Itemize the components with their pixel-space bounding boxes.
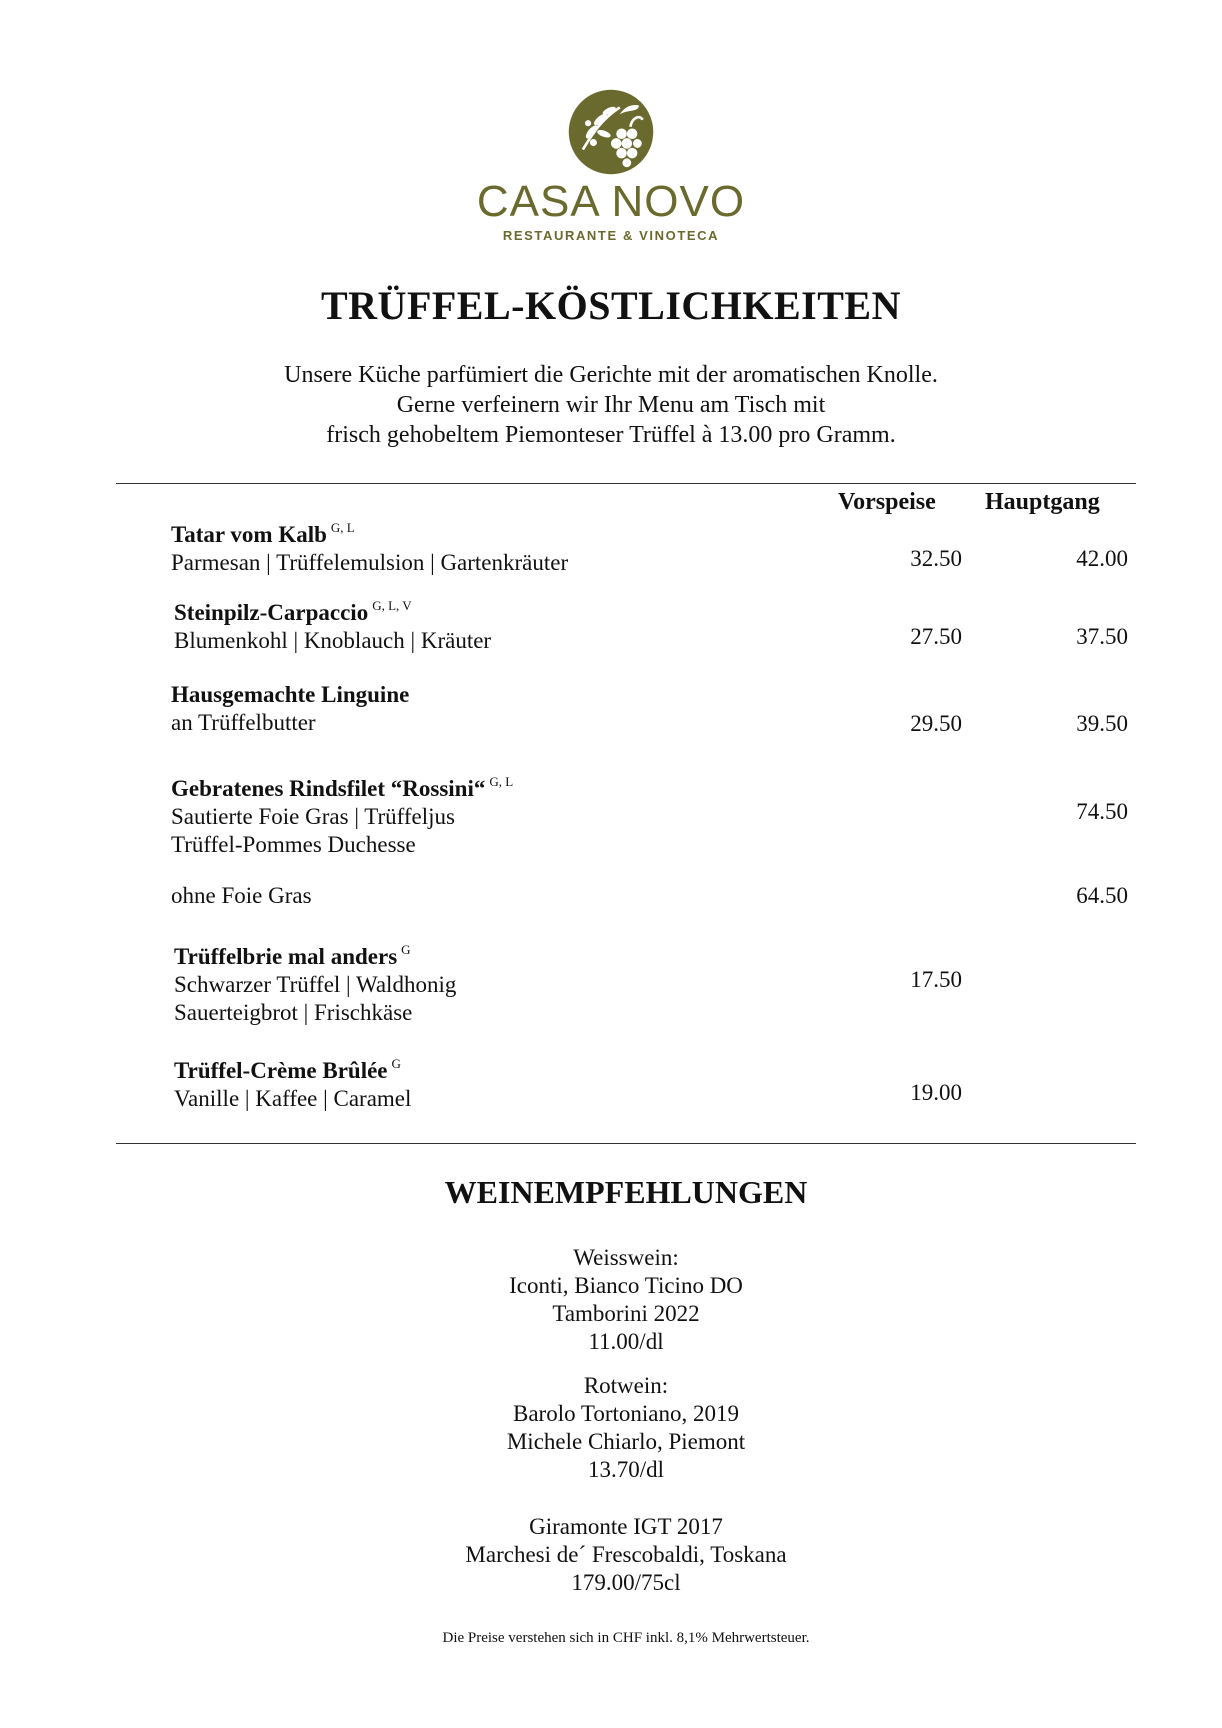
item-name: Trüffel-Crème Brûlée [174, 1058, 388, 1083]
item-description: Sauerteigbrot | Frischkäse [174, 1000, 413, 1025]
price-main: 37.50 [1076, 624, 1128, 649]
page-title: TRÜFFEL-KÖSTLICHKEITEN [320, 283, 901, 328]
brand-tagline: RESTAURANTE & VINOTECA [502, 228, 720, 243]
price-main: 64.50 [1076, 883, 1128, 908]
item-name: Steinpilz-Carpaccio [174, 600, 369, 625]
footer-note: Die Preise verstehen sich in CHF inkl. 8,1% Mehrwertsteuer. [442, 1630, 810, 1646]
intro-line: Unsere Küche parfümiert die Gerichte mit der aromatischen Knolle. [284, 362, 938, 388]
item-name: Trüffelbrie mal anders [174, 944, 398, 969]
menu-item [174, 1050, 411, 1113]
allergen-codes: G, L, V [372, 598, 412, 613]
menu-item [171, 681, 409, 737]
price-starter: 19.00 [910, 1080, 962, 1105]
item-description: Blumenkohl | Knoblauch | Kräuter [174, 628, 492, 653]
intro-text [0, 360, 1222, 450]
menu-item [171, 514, 568, 577]
item-description: Trüffel-Pommes Duchesse [171, 832, 416, 857]
wine-name: Barolo Tortoniano, 2019 [512, 1401, 740, 1426]
brand-name: CASA NOVO [476, 177, 746, 226]
item-name: Gebratenes Rindsfilet “Rossini“ [171, 776, 486, 801]
wine-special [0, 1513, 1222, 1597]
item-description: Sautierte Foie Gras | Trüffeljus [171, 804, 455, 829]
wine-label: Rotwein: [583, 1373, 669, 1398]
wine-price: 13.70/dl [587, 1457, 665, 1482]
price-starter: 29.50 [910, 711, 962, 736]
intro-line: frisch gehobeltem Piemonteser Trüffel à 13.00 pro Gramm. [326, 422, 896, 448]
menu-item [171, 768, 513, 859]
price-starter: 17.50 [910, 967, 962, 992]
olive-grape-emblem-icon [567, 88, 655, 176]
logo [0, 88, 1222, 243]
divider-top [116, 483, 1136, 484]
wine-producer: Tamborini 2022 [552, 1301, 700, 1326]
divider-bottom [116, 1143, 1136, 1144]
wine-red [0, 1372, 1222, 1484]
item-description: Parmesan | Trüffelemulsion | Gartenkräuter [171, 550, 569, 575]
wine-price: 179.00/75cl [571, 1570, 681, 1595]
wine-label: Weisswein: [573, 1245, 679, 1270]
allergen-codes: G [391, 1056, 401, 1071]
allergen-codes: G, L [489, 774, 514, 789]
menu-item-variant [171, 882, 312, 910]
column-header-starter: Vorspeise [838, 489, 936, 515]
wine-price: 11.00/dl [588, 1329, 664, 1354]
intro-line: Gerne verfeinern wir Ihr Menu am Tisch mit [396, 392, 826, 418]
item-description: Vanille | Kaffee | Caramel [174, 1086, 412, 1111]
wine-producer: Marchesi de´ Frescobaldi, Toskana [465, 1542, 787, 1567]
item-description: an Trüffelbutter [171, 710, 316, 735]
menu-item [174, 936, 456, 1027]
price-main: 39.50 [1076, 711, 1128, 736]
wine-white [0, 1244, 1222, 1356]
wine-name: Giramonte IGT 2017 [529, 1514, 723, 1539]
column-header-main: Hauptgang [985, 489, 1100, 515]
price-starter: 32.50 [910, 546, 962, 571]
wine-name: Iconti, Bianco Ticino DO [509, 1273, 743, 1298]
allergen-codes: G [401, 942, 411, 957]
price-starter: 27.50 [910, 624, 962, 649]
price-main: 74.50 [1076, 799, 1128, 824]
allergen-codes: G, L [330, 520, 355, 535]
menu-item [174, 592, 491, 655]
wine-producer: Michele Chiarlo, Piemont [506, 1429, 746, 1454]
item-name: Tatar vom Kalb [171, 522, 327, 547]
item-name: Hausgemachte Linguine [171, 682, 410, 707]
price-main: 42.00 [1076, 546, 1128, 571]
item-description: ohne Foie Gras [171, 883, 312, 908]
wine-section-title: WEINEMPFEHLUNGEN [444, 1174, 808, 1210]
item-description: Schwarzer Trüffel | Waldhonig [174, 972, 457, 997]
